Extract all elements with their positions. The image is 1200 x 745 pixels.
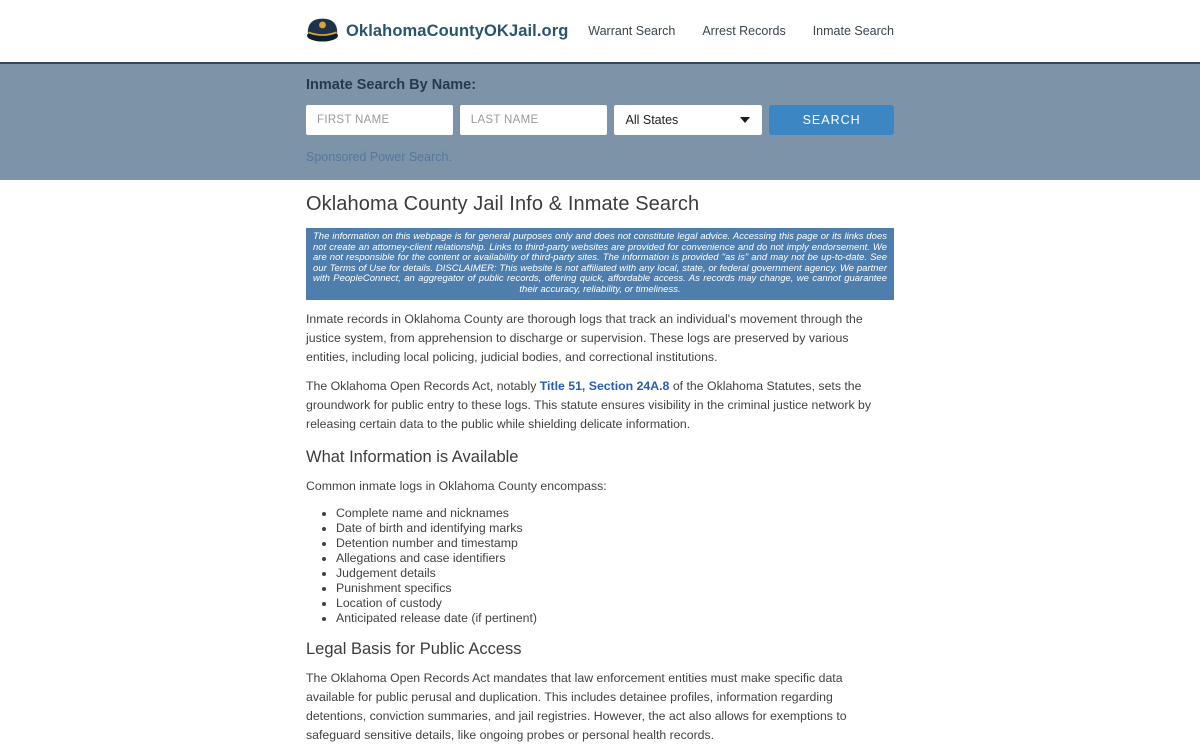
list-item: • Detention number and timestamp [336,536,894,551]
last-name-input[interactable] [460,105,607,135]
chevron-down-icon [740,117,750,123]
section-title-legal-basis: Legal Basis for Public Access [306,639,522,658]
legal-basis-paragraph: The Oklahoma Open Records Act mandates that law enforcement entities must make specific data available for public perusal and duplication. This includes detainee profiles, information regarding detentions, conviction summaries, and jail registries. However, the act also allows for exemptions to safeguard sensitive details, like ongoing probes or personal health records. [306,670,847,742]
records-act-text-after: of the Oklahoma Statutes, sets the groundwork for public entry to these logs. This statute ensures visibility in the criminal justice network by releasing certain data to the public while shielding delicate information. [306,378,872,431]
records-act-text-before: The Oklahoma Open Records Act, notably [306,378,540,393]
search-panel-title: Inmate Search By Name: [306,77,477,93]
police-cap-icon [306,15,339,48]
brand-name: OklahomaCountyOKJail.org [346,21,569,40]
search-form [306,105,894,135]
brand-logo-link[interactable] [306,15,568,48]
inmate-log-list [306,506,894,626]
main-nav [588,24,894,38]
list-item: • Location of custody [336,596,894,611]
list-item: • Anticipated release date (if pertinent) [336,611,894,626]
records-act-paragraph [306,377,894,434]
intro-paragraph: Inmate records in Oklahoma County are thorough logs that track an individual's movement through the justice system, from apprehension to discharge or supervision. These logs are preserved by various entities, including local policing, judicial bodies, and correctional institutions. [306,311,863,364]
list-item: • Allegations and case identifiers [336,551,894,566]
inmate-search-panel [0,62,1200,180]
state-select[interactable] [614,105,763,135]
main-content [0,180,1200,745]
sponsored-power-search-link[interactable]: Sponsored Power Search. [306,150,452,164]
nav-warrant-search[interactable]: Warrant Search [588,24,676,38]
list-item: • Complete name and nicknames [336,506,894,521]
list-item: • Punishment specifics [336,581,894,596]
list-intro: Common inmate logs in Oklahoma County encompass: [306,478,607,493]
list-item: • Date of birth and identifying marks [336,521,894,536]
search-button[interactable]: SEARCH [769,105,894,135]
list-item: • Judgement details [336,566,894,581]
title-51-section-24a8-link[interactable]: Title 51, Section 24A.8 [539,378,670,393]
nav-arrest-records[interactable]: Arrest Records [702,24,786,38]
state-select-value: All States [625,113,679,127]
disclaimer-box: The information on this webpage is for general purposes only and does not constitute legal advice. Accessing this page or its links does not create an attorney-client relationship. Links to third-party websites are provided for convenience and do not imply endorsement. We are not responsible for the content or availability of third-party sites. The information is provided "as is" and may not be up-to-date. See our Terms of Use for details. DISCLAIMER: This website is not affiliated with any local, state, or federal government agency. We partner with PeopleConnect, an aggregator of public records, offering quick, affordable access. As records may change, we cannot guarantee their accuracy, reliability, or timeliness. [306,228,894,300]
nav-inmate-search[interactable]: Inmate Search [812,24,894,38]
site-header [0,0,1200,62]
page-title: Oklahoma County Jail Info & Inmate Search [306,193,700,215]
first-name-input[interactable] [306,105,453,135]
section-title-what-information: What Information is Available [306,447,519,466]
